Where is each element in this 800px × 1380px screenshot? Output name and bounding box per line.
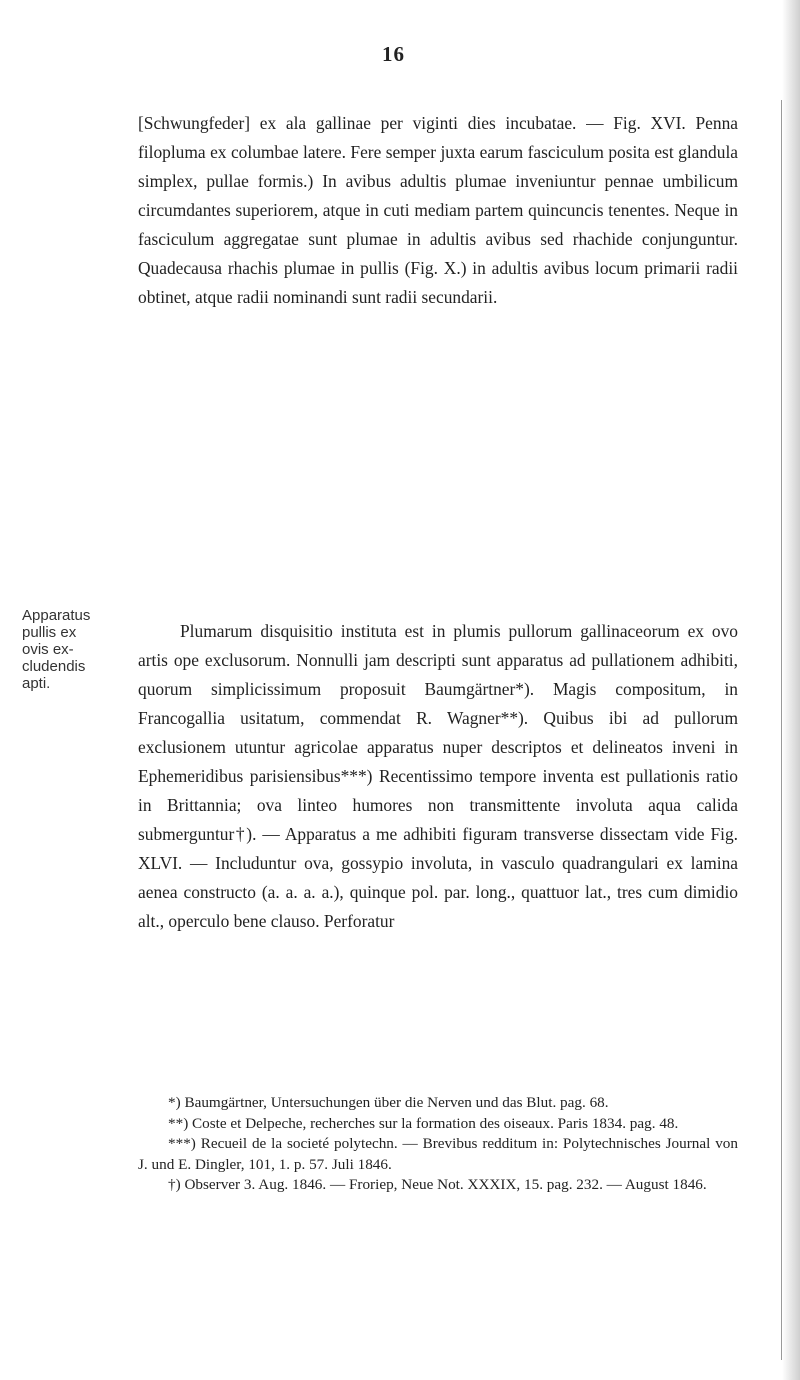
- footnote: †) Observer 3. Aug. 1846. — Froriep, Neue Not. XXXIX, 15. pag. 232. — August 1846.: [168, 1176, 707, 1193]
- footnote: *) Baumgärtner, Untersuchungen über die Nerven und das Blut. pag. 68.: [168, 1094, 609, 1111]
- page-number: 16: [382, 42, 405, 66]
- paragraph-2: Plumarum disquisitio instituta est in plumis pullorum gallinaceorum ex ovo artis ope exclusorum. Nonnulli jam descripti sunt apparatus ad pullationem adhibiti, quorum simplicissimum proposuit Baumgärtner*). Magis compositum, in Francogallia usitatum, commendat R. Wagner**). Quibus ibi ad pullorum exclusionem utuntur agricolae apparatus nuper descriptos et delineatos inveni in Ephemeridibus parisiensibus***) Recentissimo tempore inventa est pullationis ratio in Brittannia; ova linteo humores non transmittente involuta aqua calida submerguntur†). — Apparatus a me adhibiti figuram transverse dissectam vide Fig. XLVI. — Includuntur ova, gossypio involuta, in vasculo quadrangulari ex lamina aenea constructo (a. a. a. a.), quinque pol. par. long., quattuor lat., tres cum dimidio alt., operculo bene clauso. Perforatur: [138, 621, 738, 932]
- footnote: **) Coste et Delpeche, recherches sur la formation des oiseaux. Paris 1834. pag. 48.: [168, 1114, 679, 1132]
- margin-note-line: ovis ex-: [22, 641, 74, 658]
- paragraph-1: [Schwungfeder] ex ala gallinae per viginti dies incubatae. — Fig. XVI. Penna filopluma ex columbae latere. Fere semper juxta earum fasciculum posita est glandula simplex, pullae formis.) In avibus adultis plumae inveniuntur pennae umbilicum circumdantes superiorem, atque in cuti mediam partem quincuncis tenentes. Neque in fasciculum aggregatae sunt plumae in adultis avibus sed rhachide conjunguntur. Quadecausa rhachis plumae in pullis (Fig. X.) in adultis avibus locum primarii radii obtinet, atque radii nominandi sunt radii secundarii.: [138, 113, 738, 308]
- margin-note-line: Apparatus: [22, 607, 91, 624]
- page-edge-shadow: [782, 0, 800, 1380]
- margin-note-line: pullis ex: [22, 624, 77, 641]
- margin-note-line: cludendis: [22, 658, 86, 675]
- margin-note: [22, 607, 122, 692]
- footnotes: [138, 1093, 738, 1196]
- margin-note-line: apti.: [22, 675, 51, 692]
- footnote: ***) Recueil de la societé polytechn. — Brevibus redditum in: Polytechnisches Journal von J. und E. Dingler, 101, 1. p. 57. Juli 1846.: [138, 1135, 738, 1173]
